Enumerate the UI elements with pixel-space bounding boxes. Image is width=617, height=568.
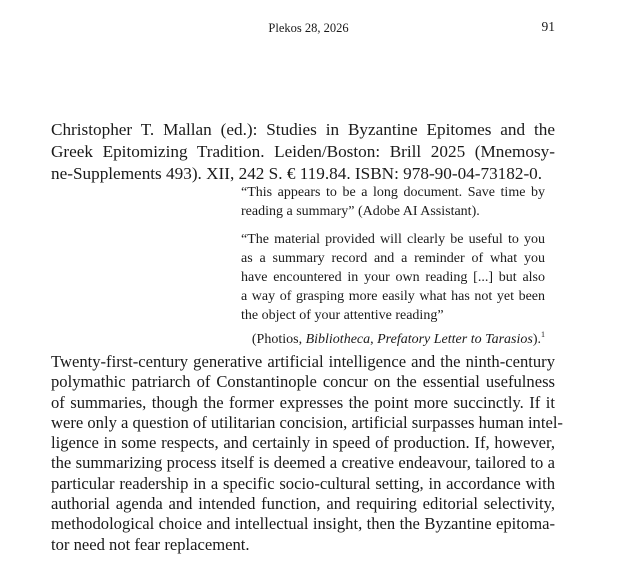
body-line: authorial agenda and intended function, and requiring editorial selectivity, <box>51 494 555 514</box>
source-text: , <box>370 332 378 347</box>
body-line: methodological choice and intellectual insight, then the Byzantine epitoma- <box>51 514 555 534</box>
body-line: the summarizing process itself is deemed a creative endeavour, tailored to a <box>51 453 555 473</box>
body-paragraph <box>51 352 563 555</box>
epigraph-line: “This appears to be a long document. Save time by <box>241 185 545 200</box>
epigraph-line: “The material provided will clearly be useful to you <box>241 232 545 247</box>
source-work: Bibliotheca <box>305 332 371 347</box>
page-number: 91 <box>541 19 555 34</box>
body-line: of summaries, though the former expresses the point more succinctly. If it <box>51 392 555 412</box>
body-line: ligence in some respects, and certainly in speed of production. If, however, <box>51 433 555 453</box>
footnote-ref[interactable]: 1 <box>541 330 545 339</box>
epigraph-adobe <box>241 183 545 221</box>
review-title <box>51 119 555 185</box>
body-line: polymathic patriarch of Constantinople concur on the essential usefulness <box>51 372 555 392</box>
epigraph-line: reading a summary” (Adobe AI Assistant). <box>241 204 480 219</box>
title-line: Christopher T. Mallan (ed.): Studies in Byzantine Epitomes and the <box>51 120 555 139</box>
body-line: were only a question of utilitarian concision, artificial surpasses human intel- <box>51 412 563 432</box>
epigraph-photios <box>241 230 545 349</box>
epigraph-line: as a summary record and a reminder of what you <box>241 251 545 266</box>
epigraph-line: a way of grasping more easily what has not yet been <box>241 289 545 304</box>
title-line: Greek Epitomizing Tradition. Leiden/Boston: Brill 2025 (Mnemosy- <box>51 142 555 161</box>
source-text: ). <box>532 332 541 347</box>
epigraph-line: have encountered in your own reading [...] but also <box>241 270 545 285</box>
body-line: Twenty-first-century generative artificial intelligence and the ninth-century <box>51 352 555 371</box>
epigraphs <box>241 183 545 349</box>
running-header: Plekos 28, 2026 <box>268 21 349 35</box>
epigraph-line: the object of your attentive reading” <box>241 308 444 323</box>
body-line: tor need not fear replacement. <box>51 534 250 554</box>
title-line: ne-Supplements 493). XII, 242 S. € 119.84. ISBN: 978-90-04-73182-0. <box>51 164 543 183</box>
body-line: particular readership in a specific socio-cultural setting, in accordance with <box>51 473 555 493</box>
source-letter: Prefatory Letter to Tarasios <box>377 332 533 347</box>
epigraph-source <box>241 325 545 349</box>
source-text: (Photios, <box>251 332 306 347</box>
